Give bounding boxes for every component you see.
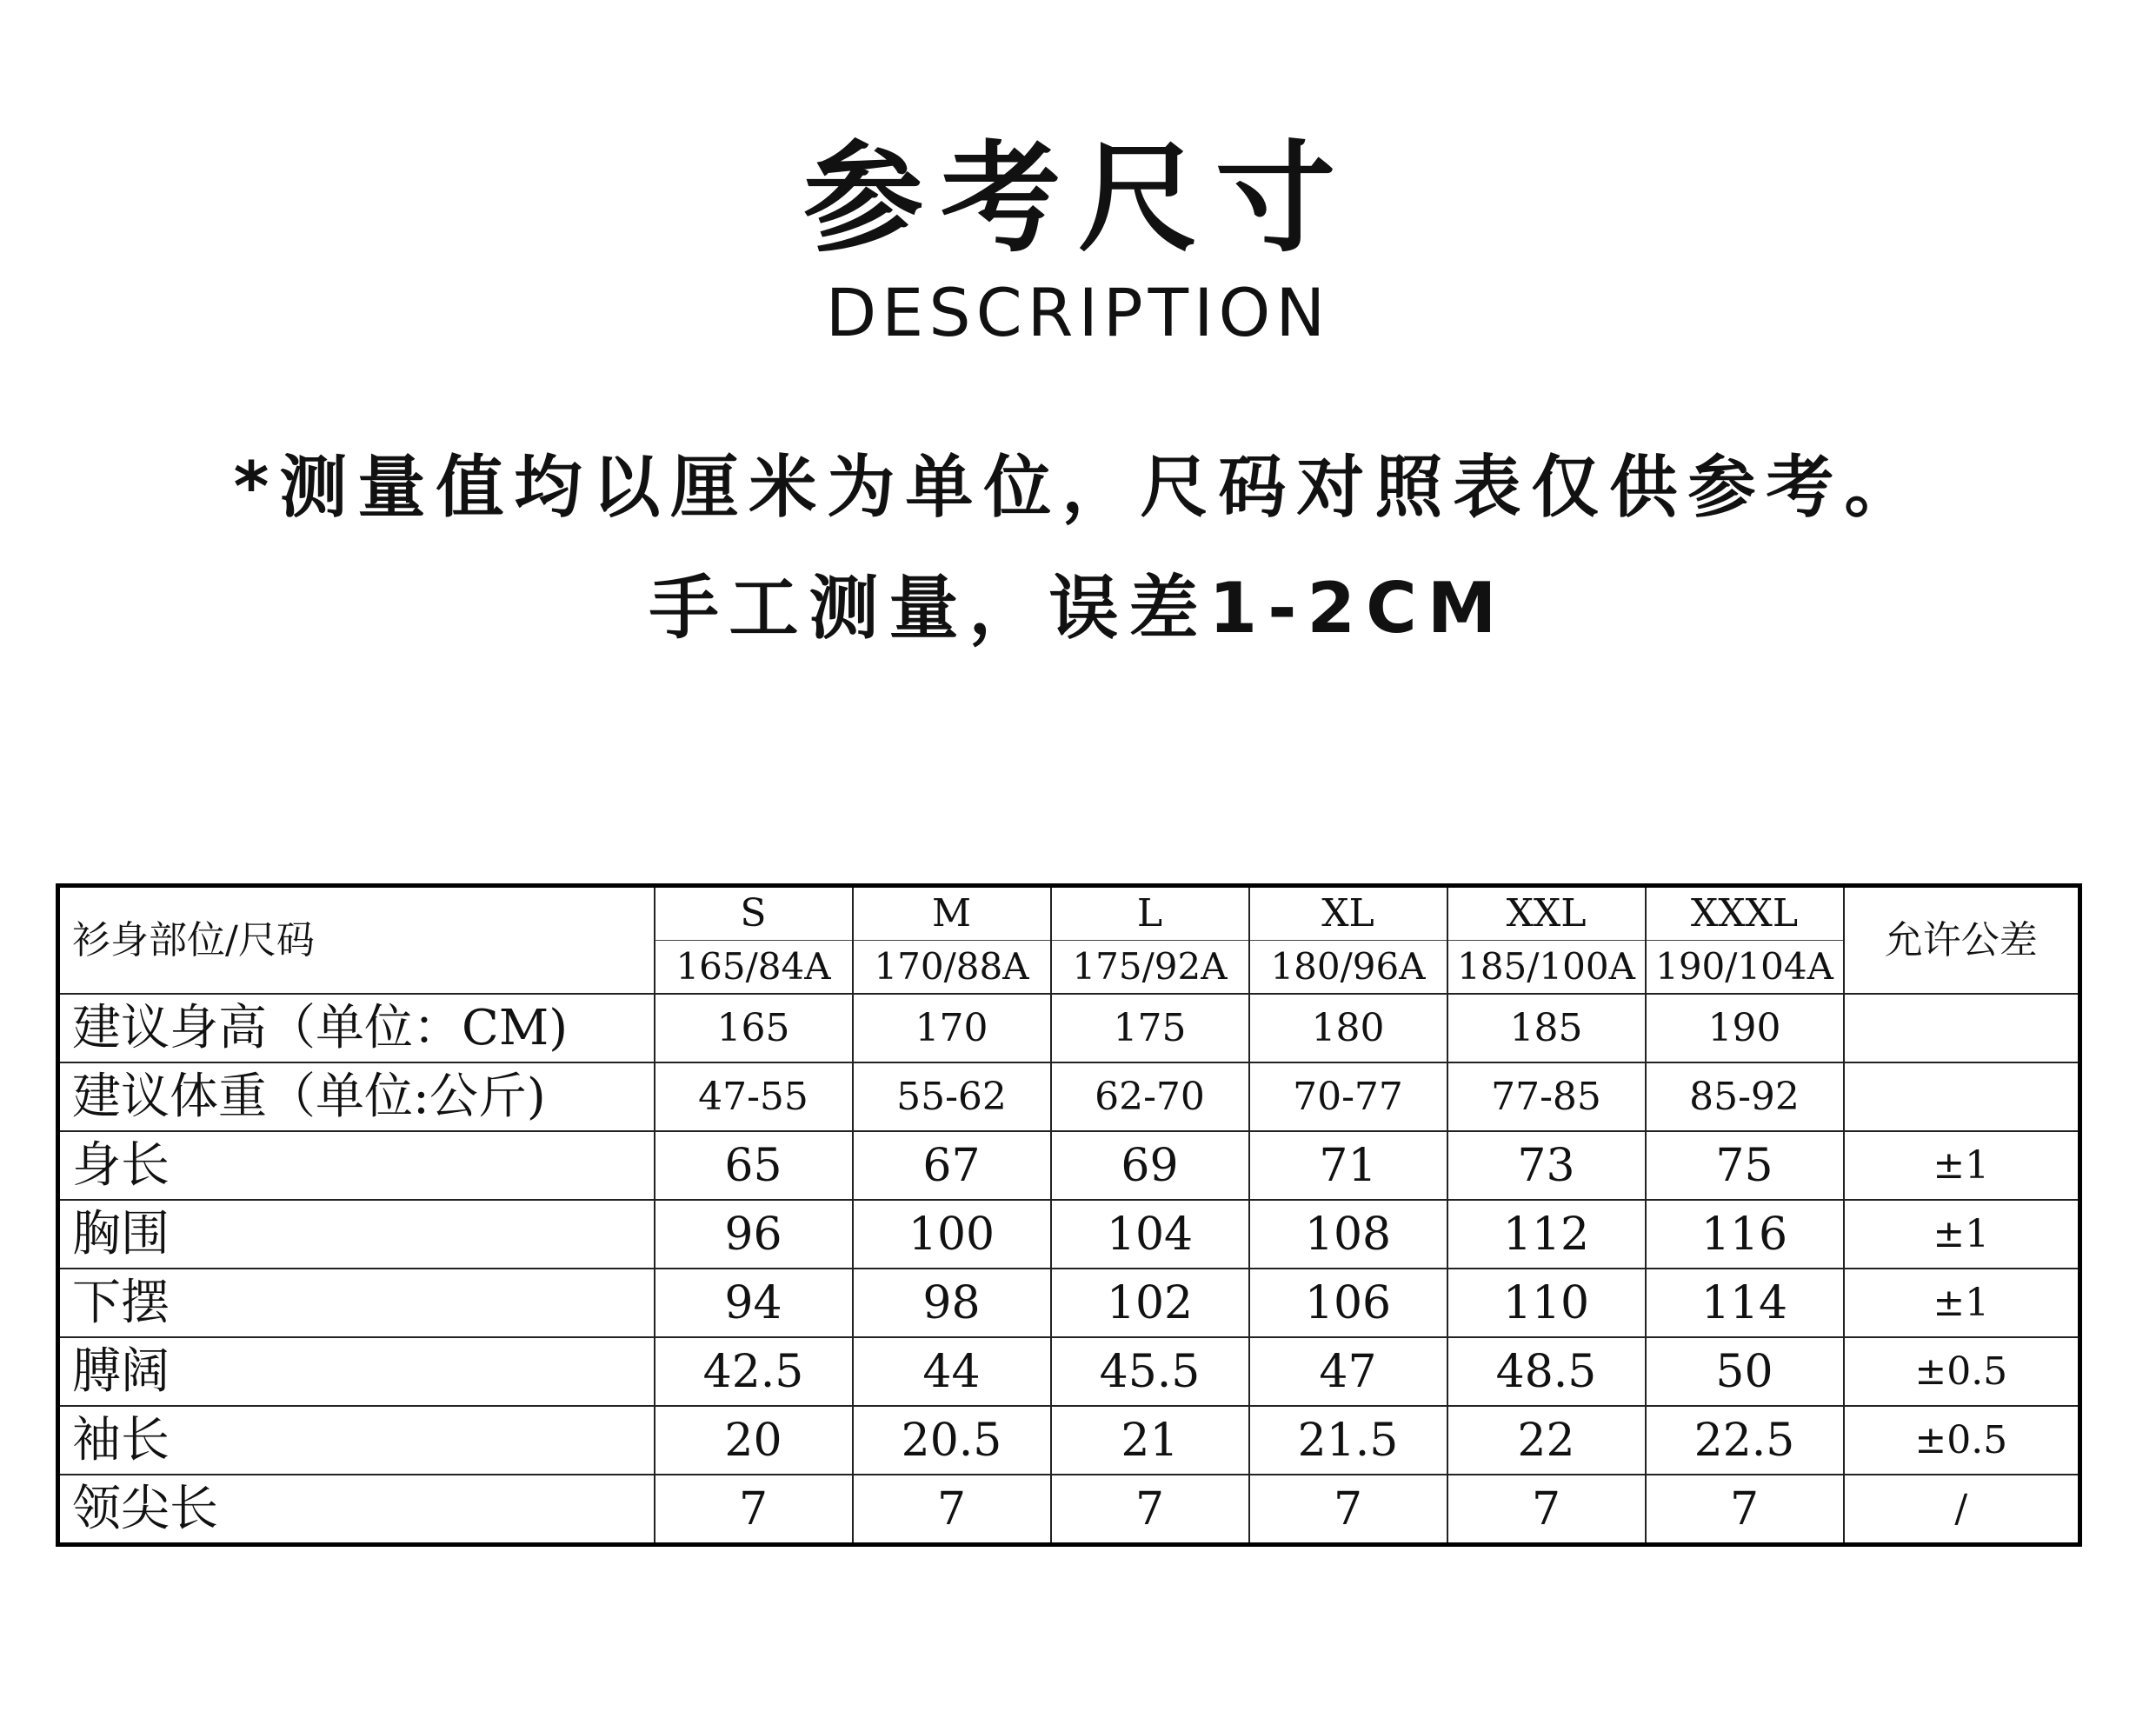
table-cell: 165 bbox=[655, 994, 853, 1062]
measurement-note: *测量值均以厘米为单位，尺码对照表仅供参考。 bbox=[233, 449, 1923, 527]
table-cell: 77-85 bbox=[1447, 1062, 1646, 1131]
row-label: 胸围 bbox=[58, 1200, 655, 1269]
tolerance-cell bbox=[1844, 1062, 2080, 1131]
table-cell: 20.5 bbox=[853, 1406, 1051, 1475]
table-cell: 114 bbox=[1646, 1269, 1844, 1337]
table-cell: 50 bbox=[1646, 1337, 1844, 1406]
table-cell: 45.5 bbox=[1051, 1337, 1249, 1406]
size-header-xxl: XXL bbox=[1447, 886, 1646, 941]
table-cell: 75 bbox=[1646, 1131, 1844, 1200]
size-name-row bbox=[58, 886, 2080, 941]
size-header-l: L bbox=[1051, 886, 1249, 941]
table-cell: 7 bbox=[1646, 1475, 1844, 1545]
table-cell: 47-55 bbox=[655, 1062, 853, 1131]
table-cell: 98 bbox=[853, 1269, 1051, 1337]
table-cell: 73 bbox=[1447, 1131, 1646, 1200]
tolerance-cell: / bbox=[1844, 1475, 2080, 1545]
tolerance-cell bbox=[1844, 994, 2080, 1062]
table-cell: 7 bbox=[655, 1475, 853, 1545]
tolerance-cell: ±1 bbox=[1844, 1200, 2080, 1269]
table-cell: 102 bbox=[1051, 1269, 1249, 1337]
table-row bbox=[58, 1406, 2080, 1475]
table-cell: 22.5 bbox=[1646, 1406, 1844, 1475]
table-cell: 108 bbox=[1249, 1200, 1447, 1269]
table-cell: 110 bbox=[1447, 1269, 1646, 1337]
size-header-xl: XL bbox=[1249, 886, 1447, 941]
row-label: 领尖长 bbox=[58, 1475, 655, 1545]
size-spec-l: 175/92A bbox=[1051, 941, 1249, 995]
table-row bbox=[58, 1062, 2080, 1131]
table-cell: 7 bbox=[853, 1475, 1051, 1545]
tolerance-cell: ±0.5 bbox=[1844, 1406, 2080, 1475]
row-label: 建议身高（单位：CM) bbox=[58, 994, 655, 1062]
size-header-m: M bbox=[853, 886, 1051, 941]
table-cell: 190 bbox=[1646, 994, 1844, 1062]
table-cell: 69 bbox=[1051, 1131, 1249, 1200]
table-cell: 71 bbox=[1249, 1131, 1447, 1200]
table-cell: 185 bbox=[1447, 994, 1646, 1062]
table-row bbox=[58, 1200, 2080, 1269]
table-cell: 85-92 bbox=[1646, 1062, 1844, 1131]
table-cell: 55-62 bbox=[853, 1062, 1051, 1131]
size-spec-xxl: 185/100A bbox=[1447, 941, 1646, 995]
table-cell: 94 bbox=[655, 1269, 853, 1337]
table-cell: 21 bbox=[1051, 1406, 1249, 1475]
table-cell: 22 bbox=[1447, 1406, 1646, 1475]
row-label: 膊阔 bbox=[58, 1337, 655, 1406]
table-cell: 7 bbox=[1447, 1475, 1646, 1545]
size-spec-xxxl: 190/104A bbox=[1646, 941, 1844, 995]
tolerance-cell: ±0.5 bbox=[1844, 1337, 2080, 1406]
table-row bbox=[58, 1475, 2080, 1545]
size-header-s: S bbox=[655, 886, 853, 941]
table-row bbox=[58, 994, 2080, 1062]
size-spec-xl: 180/96A bbox=[1249, 941, 1447, 995]
table-cell: 65 bbox=[655, 1131, 853, 1200]
table-row bbox=[58, 1131, 2080, 1200]
row-label: 袖长 bbox=[58, 1406, 655, 1475]
table-cell: 106 bbox=[1249, 1269, 1447, 1337]
table-cell: 20 bbox=[655, 1406, 853, 1475]
table-cell: 70-77 bbox=[1249, 1062, 1447, 1131]
table-cell: 21.5 bbox=[1249, 1406, 1447, 1475]
page-title: 参考尺寸 bbox=[802, 129, 1353, 269]
tolerance-header: 允许公差 bbox=[1844, 886, 2080, 995]
table-cell: 116 bbox=[1646, 1200, 1844, 1269]
table-row bbox=[58, 1337, 2080, 1406]
table-cell: 7 bbox=[1249, 1475, 1447, 1545]
row-label: 下摆 bbox=[58, 1269, 655, 1337]
table-cell: 42.5 bbox=[655, 1337, 853, 1406]
table-cell: 44 bbox=[853, 1337, 1051, 1406]
tolerance-cell: ±1 bbox=[1844, 1269, 2080, 1337]
table-cell: 48.5 bbox=[1447, 1337, 1646, 1406]
table-cell: 7 bbox=[1051, 1475, 1249, 1545]
size-spec-s: 165/84A bbox=[655, 941, 853, 995]
table-cell: 170 bbox=[853, 994, 1051, 1062]
table-cell: 47 bbox=[1249, 1337, 1447, 1406]
table-cell: 96 bbox=[655, 1200, 853, 1269]
size-chart-table bbox=[56, 883, 2082, 1547]
corner-header: 衫身部位/尺码 bbox=[58, 886, 655, 995]
size-spec-m: 170/88A bbox=[853, 941, 1051, 995]
table-cell: 175 bbox=[1051, 994, 1249, 1062]
error-note: 手工测量，误差1-2CM bbox=[649, 568, 1507, 649]
table-row bbox=[58, 1269, 2080, 1337]
page-subtitle: DESCRIPTION bbox=[825, 274, 1331, 351]
table-cell: 62-70 bbox=[1051, 1062, 1249, 1131]
size-header-xxxl: XXXL bbox=[1646, 886, 1844, 941]
table-cell: 67 bbox=[853, 1131, 1051, 1200]
tolerance-cell: ±1 bbox=[1844, 1131, 2080, 1200]
row-label: 建议体重（单位:公斤) bbox=[58, 1062, 655, 1131]
table-cell: 112 bbox=[1447, 1200, 1646, 1269]
row-label: 身长 bbox=[58, 1131, 655, 1200]
table-cell: 180 bbox=[1249, 994, 1447, 1062]
table-cell: 100 bbox=[853, 1200, 1051, 1269]
table-cell: 104 bbox=[1051, 1200, 1249, 1269]
